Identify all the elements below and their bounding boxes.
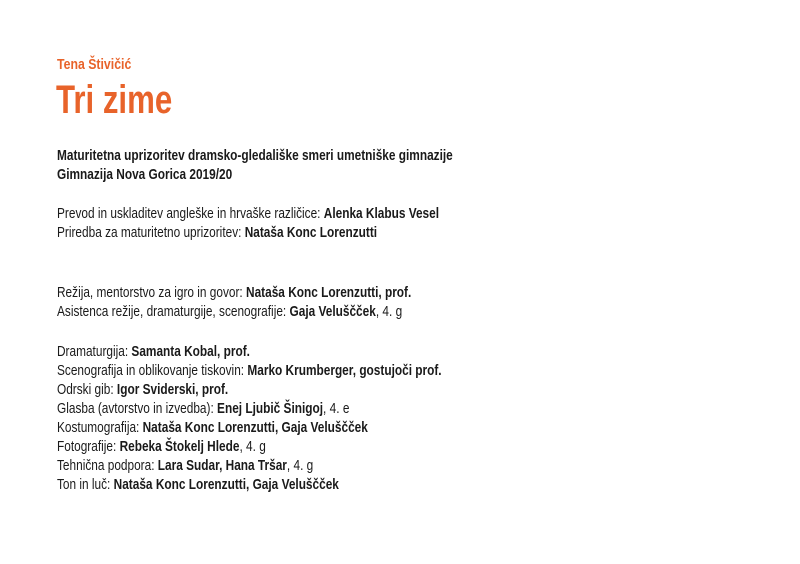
credit-text bbox=[57, 302, 402, 321]
credit-line bbox=[57, 456, 381, 475]
credit-role: Priredba za maturitetno uprizoritev: bbox=[57, 224, 245, 241]
credit-line bbox=[57, 223, 462, 242]
credit-name: Igor Sviderski, prof. bbox=[116, 381, 229, 398]
credit-line bbox=[57, 418, 451, 437]
credit-role: Odrski gib: bbox=[57, 381, 117, 398]
credit-role: Asistenca režije, dramaturgije, scenografije: bbox=[57, 303, 290, 320]
credit-role: Ton in luč: bbox=[57, 476, 114, 493]
credit-text bbox=[57, 342, 250, 361]
credit-name: Nataša Konc Lorenzutti bbox=[244, 224, 378, 241]
credit-line bbox=[57, 437, 321, 456]
credit-name: Gaja Veluščček bbox=[289, 303, 376, 320]
subtitle-line bbox=[57, 146, 558, 165]
credit-name: Lara Sudar, Hana Tršar bbox=[157, 457, 287, 474]
credit-line bbox=[57, 204, 541, 223]
credit-line bbox=[57, 342, 301, 361]
credit-role: Kostumografija: bbox=[57, 419, 143, 436]
subtitle-line bbox=[57, 165, 279, 184]
credit-role: Fotografije: bbox=[57, 438, 120, 455]
credit-name: Alenka Klabus Vesel bbox=[323, 205, 440, 222]
credit-class: , 4. e bbox=[323, 400, 350, 417]
subtitle-text: Maturitetna uprizoritev dramsko-gledališke smeri umetniške gimnazije bbox=[57, 147, 453, 164]
credit-text bbox=[57, 283, 411, 302]
credit-name: Enej Ljubič Šinigoj bbox=[217, 400, 324, 417]
credit-role: Glasba (avtorstvo in izvedba): bbox=[57, 400, 218, 417]
credit-role: Prevod in uskladitev angleške in hrvaške različice: bbox=[57, 205, 324, 222]
credit-line bbox=[57, 302, 494, 321]
credit-line bbox=[57, 399, 427, 418]
credit-name: Nataša Konc Lorenzutti, prof. bbox=[246, 284, 412, 301]
credit-text bbox=[57, 475, 339, 494]
credit-name: Marko Krumberger, gostujoči prof. bbox=[247, 362, 442, 379]
credit-name: Rebeka Štokelj Hlede bbox=[119, 438, 240, 455]
credit-line bbox=[57, 283, 505, 302]
credit-name: Nataša Konc Lorenzutti, Gaja Veluščček bbox=[113, 476, 339, 493]
credit-name: Samanta Kobal, prof. bbox=[131, 343, 250, 360]
subtitle-text: Gimnazija Nova Gorica 2019/20 bbox=[57, 166, 233, 183]
credit-class: , 4. g bbox=[375, 303, 403, 320]
credit-class: , 4. g bbox=[239, 438, 266, 455]
credit-role: Dramaturgija: bbox=[57, 343, 132, 360]
credit-text bbox=[57, 204, 439, 223]
credit-role: Tehnična podpora: bbox=[57, 457, 158, 474]
play-title-text: Tri zime bbox=[56, 78, 173, 122]
credit-text bbox=[57, 361, 442, 380]
author-name bbox=[57, 56, 148, 73]
play-title bbox=[56, 78, 205, 122]
credit-text bbox=[57, 223, 377, 242]
author-text: Tena Štivičić bbox=[57, 56, 132, 73]
credit-role: Scenografija in oblikovanje tiskovin: bbox=[57, 362, 248, 379]
credit-line bbox=[57, 361, 544, 380]
credit-role: Režija, mentorstvo za igro in govor: bbox=[57, 284, 247, 301]
credit-text bbox=[57, 456, 313, 475]
credit-text bbox=[57, 418, 368, 437]
credit-line bbox=[57, 380, 274, 399]
credit-line bbox=[57, 475, 414, 494]
credit-text bbox=[57, 399, 349, 418]
credit-text bbox=[57, 380, 228, 399]
credit-text bbox=[57, 437, 266, 456]
credit-class: , 4. g bbox=[286, 457, 314, 474]
credit-name: Nataša Konc Lorenzutti, Gaja Veluščček bbox=[142, 419, 368, 436]
